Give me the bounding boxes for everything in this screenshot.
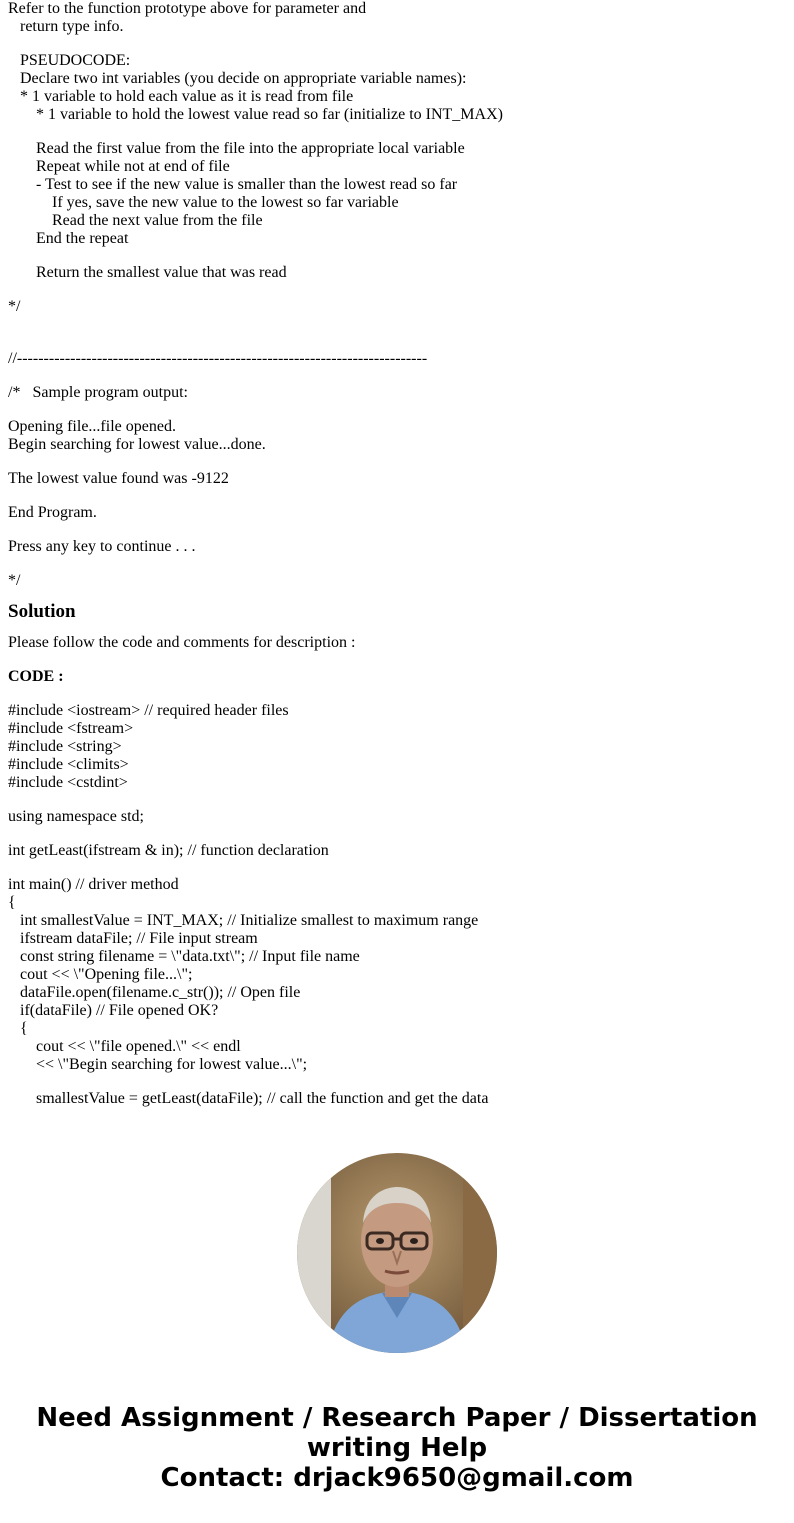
code-line: #include <fstream> [8, 720, 134, 737]
code-line: smallestValue = getLeast(dataFile); // call the function and get the data [36, 1090, 489, 1107]
text-line: */ [8, 298, 21, 315]
help-banner [0, 1403, 794, 1493]
code-line: cout << \"Opening file...\"; [20, 966, 193, 983]
code-line: { [20, 1020, 28, 1037]
sample-output-line: Press any key to continue . . . [8, 538, 196, 555]
code-line: if(dataFile) // File opened OK? [20, 1002, 219, 1019]
sample-output-line: */ [8, 572, 21, 589]
code-line: using namespace std; [8, 808, 144, 825]
code-line: #include <iostream> // required header files [8, 702, 289, 719]
code-line: #include <string> [8, 738, 122, 755]
code-line: #include <cstdint> [8, 774, 128, 791]
code-line: ifstream dataFile; // File input stream [20, 930, 258, 947]
code-line: cout << \"file opened.\" << endl [36, 1038, 241, 1055]
text-line: Return the smallest value that was read [36, 264, 287, 281]
text-line: - Test to see if the new value is smaller than the lowest read so far [36, 176, 458, 193]
text-line: Refer to the function prototype above for parameter and [8, 0, 367, 17]
contact-email: Contact: drjack9650@gmail.com [160, 1463, 634, 1493]
solution-heading: Solution [8, 601, 76, 622]
code-line: const string filename = \"data.txt\"; // Input file name [20, 948, 360, 965]
banner-line: writing Help [306, 1433, 488, 1463]
text-line: * 1 variable to hold each value as it is read from file [20, 88, 354, 105]
sample-output-line: Begin searching for lowest value...done. [8, 436, 266, 453]
text-line: * 1 variable to hold the lowest value read so far (initialize to INT_MAX) [36, 106, 503, 123]
code-line: << \"Begin searching for lowest value...\"; [36, 1056, 308, 1073]
sample-output-line: End Program. [8, 504, 97, 521]
divider-line: //----------------------------------------------------------------------------- [8, 350, 428, 367]
text-line: PSEUDOCODE: [20, 52, 131, 69]
banner-line: Need Assignment / Research Paper / Dissertation [36, 1403, 758, 1433]
text-line: Read the next value from the file [52, 212, 263, 229]
text-line: End the repeat [36, 230, 129, 247]
code-line: int main() // driver method [8, 876, 179, 893]
code-label: CODE : [8, 668, 64, 685]
sample-output-line: Opening file...file opened. [8, 418, 176, 435]
code-line: dataFile.open(filename.c_str()); // Open file [20, 984, 301, 1001]
document-content [8, 0, 788, 1122]
code-line: int smallestValue = INT_MAX; // Initialize smallest to maximum range [20, 912, 479, 929]
portrait-image [297, 1153, 497, 1353]
sample-output-line: The lowest value found was -9122 [8, 470, 229, 487]
code-line: #include <climits> [8, 756, 129, 773]
text-line: If yes, save the new value to the lowest so far variable [52, 194, 399, 211]
text-line: Read the first value from the file into the appropriate local variable [36, 140, 465, 157]
sample-output-line: /* Sample program output: [8, 384, 188, 401]
code-line: { [8, 894, 16, 911]
intro-text: Please follow the code and comments for description : [8, 634, 356, 651]
author-photo [297, 1153, 497, 1353]
text-line: return type info. [20, 18, 124, 35]
text-line: Repeat while not at end of file [36, 158, 230, 175]
text-line: Declare two int variables (you decide on appropriate variable names): [20, 70, 467, 87]
code-line: int getLeast(ifstream & in); // function declaration [8, 842, 329, 859]
